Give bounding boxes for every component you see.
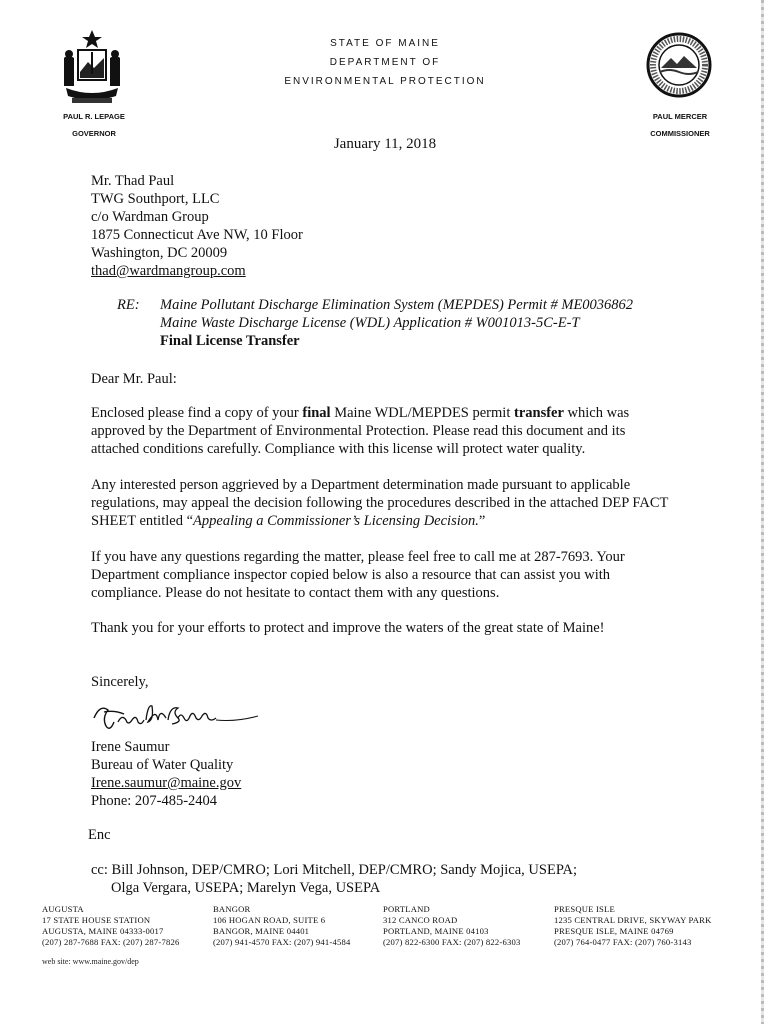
closing: Sincerely, — [91, 674, 149, 690]
governor-title: GOVERNOR — [72, 129, 116, 138]
recipient-city: Washington, DC 20009 — [91, 245, 228, 261]
recipient-name: Mr. Thad Paul — [91, 173, 175, 189]
footer-augusta-0: AUGUSTA — [42, 904, 84, 914]
p2-text-c: ” — [478, 513, 486, 529]
footer-presque-isle-2: PRESQUE ISLE, MAINE 04769 — [554, 926, 674, 936]
footer-portland-2: PORTLAND, MAINE 04103 — [383, 926, 489, 936]
signer-email-link[interactable]: Irene.saumur@maine.gov — [91, 775, 242, 791]
footer-augusta — [42, 904, 179, 948]
cc-list — [91, 861, 691, 897]
p2-text-a: Any interested person aggrieved by a Department determination made pursuant to applicable regulations, may appeal the decision following the procedures described in the attached DEP FACT SHEET entitled “ — [91, 477, 669, 529]
enclosure-note: Enc — [88, 827, 111, 843]
re-license-line: Maine Waste Discharge License (WDL) Application # W001013-5C-E-T — [160, 315, 580, 331]
footer-portland-3: (207) 822-6300 FAX: (207) 822-6303 — [383, 937, 521, 947]
dep-seal-icon — [646, 30, 712, 100]
recipient-care-of: c/o Wardman Group — [91, 209, 209, 225]
cc-line-1: cc: Bill Johnson, DEP/CMRO; Lori Mitchell, DEP/CMRO; Sandy Mojica, USEPA; — [91, 862, 578, 878]
recipient-company: TWG Southport, LLC — [91, 191, 220, 207]
state-seal-icon — [58, 28, 126, 108]
salutation: Dear Mr. Paul: — [91, 371, 177, 387]
cc-line-2: Olga Vergara, USEPA; Marelyn Vega, USEPA — [111, 880, 381, 896]
p1-transfer-emphasis: transfer — [513, 405, 564, 421]
footer-bangor-2: BANGOR, MAINE 04401 — [213, 926, 310, 936]
agency-line-3: ENVIRONMENTAL PROTECTION — [284, 76, 486, 87]
footer-portland-0: PORTLAND — [383, 904, 430, 914]
recipient-address — [91, 172, 303, 280]
re-label: RE: — [117, 297, 140, 313]
footer-presque-isle-1: 1235 CENTRAL DRIVE, SKYWAY PARK — [554, 915, 712, 925]
re-permit-line: Maine Pollutant Discharge Elimination System (MEPDES) Permit # ME0036862 — [160, 297, 634, 313]
recipient-email-link[interactable]: thad@wardmangroup.com — [91, 263, 246, 279]
paragraph-appeal — [91, 476, 671, 530]
signer-bureau: Bureau of Water Quality — [91, 757, 234, 773]
footer-augusta-3: (207) 287-7688 FAX: (207) 287-7826 — [42, 937, 180, 947]
p1-text-a: Enclosed please find a copy of your — [91, 405, 303, 421]
re-lines — [160, 296, 633, 350]
p2-fact-sheet-title: Appealing a Commissioner’s Licensing Decision. — [193, 513, 479, 529]
footer-bangor — [213, 904, 350, 948]
footer-presque-isle-3: (207) 764-0477 FAX: (207) 760-3143 — [554, 937, 692, 947]
signer-phone: Phone: 207-485-2404 — [91, 793, 218, 809]
footer-bangor-3: (207) 941-4570 FAX: (207) 941-4584 — [213, 937, 351, 947]
signer-name: Irene Saumur — [91, 739, 170, 755]
commissioner-name: PAUL MERCER — [652, 112, 708, 121]
re-subject-line: Final License Transfer — [160, 333, 300, 349]
footer-augusta-1: 17 STATE HOUSE STATION — [42, 915, 151, 925]
p1-final-emphasis: final — [302, 405, 331, 421]
handwritten-signature — [88, 698, 263, 736]
scan-edge — [761, 0, 764, 1024]
footer-portland — [383, 904, 520, 948]
p1-text-e: which was approved by the Department of Environmental Protection. Please read this document and its attached conditions carefully. Compliance with this license will protect water quality. — [91, 405, 630, 457]
recipient-street: 1875 Connecticut Ave NW, 10 Floor — [91, 227, 303, 243]
footer-presque-isle-0: PRESQUE ISLE — [554, 904, 615, 914]
letter-date: January 11, 2018 — [333, 136, 437, 152]
paragraph-questions: If you have any questions regarding the matter, please feel free to call me at 287-7693. Your Department compliance inspector copied below is also a resource that can assist you with compliance. Please do not hesitate to contact them with any questions. — [91, 549, 625, 601]
footer-portland-1: 312 CANCO ROAD — [383, 915, 458, 925]
footer-bangor-0: BANGOR — [213, 904, 251, 914]
agency-line-2: DEPARTMENT OF — [329, 57, 441, 68]
footer-website: web site: www.maine.gov/dep — [42, 957, 139, 966]
footer-presque-isle — [554, 904, 711, 948]
paragraph-thanks: Thank you for your efforts to protect and improve the waters of the great state of Maine! — [91, 620, 605, 636]
footer-bangor-1: 106 HOGAN ROAD, SUITE 6 — [213, 915, 326, 925]
agency-line-1: STATE OF MAINE — [330, 38, 440, 49]
commissioner-title: COMMISSIONER — [650, 129, 710, 138]
footer-augusta-2: AUGUSTA, MAINE 04333-0017 — [42, 926, 164, 936]
governor-name: PAUL R. LEPAGE — [63, 112, 125, 121]
signer-block — [91, 738, 671, 810]
p1-text-c: Maine WDL/MEPDES permit — [330, 405, 514, 421]
paragraph-enclosure — [91, 404, 671, 458]
